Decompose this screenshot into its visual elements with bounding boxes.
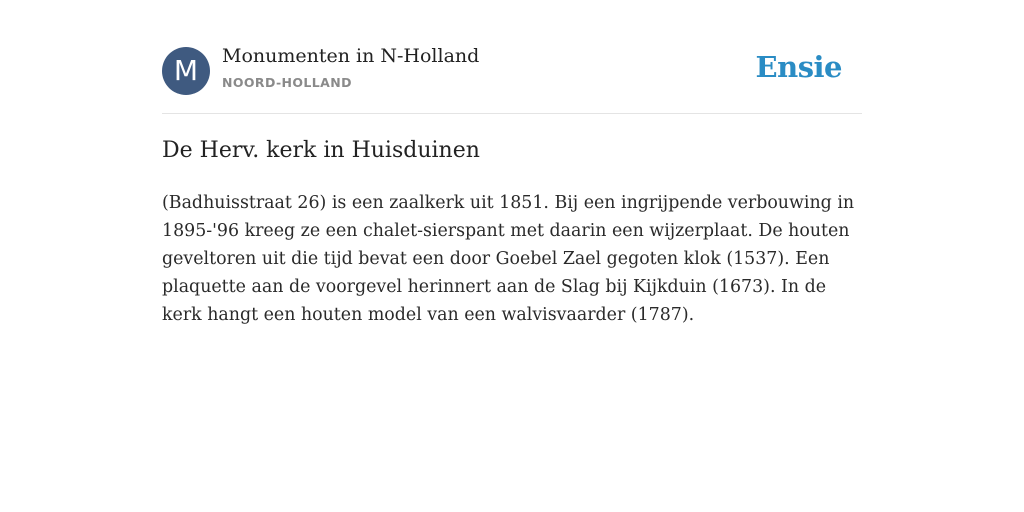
content-container (162, 0, 862, 325)
entry-text: (Badhuisstraat 26) is een zaalkerk uit 1851. Bij een ingrijpende verbouwing in 1895-'96 kreeg ze een chalet-sierspant met daarin een wijzerplaat. De houten geveltoren uit die tijd bevat een door Goebel Zael gegoten klok (1537). Een plaquette aan de voorgevel herinnert aan de Slag bij Kijkduin (1673). In de kerk hangt een houten model van een walvisvaarder (1787). (162, 193, 855, 325)
entry-title: De Herv. kerk in Huisduinen (162, 138, 480, 163)
avatar[interactable]: M (162, 47, 210, 95)
header (162, 0, 862, 114)
source-region: NOORD-HOLLAND (222, 75, 352, 90)
ensie-logo[interactable]: Ensie (755, 50, 842, 84)
source-name[interactable]: Monumenten in N-Holland (222, 45, 480, 67)
